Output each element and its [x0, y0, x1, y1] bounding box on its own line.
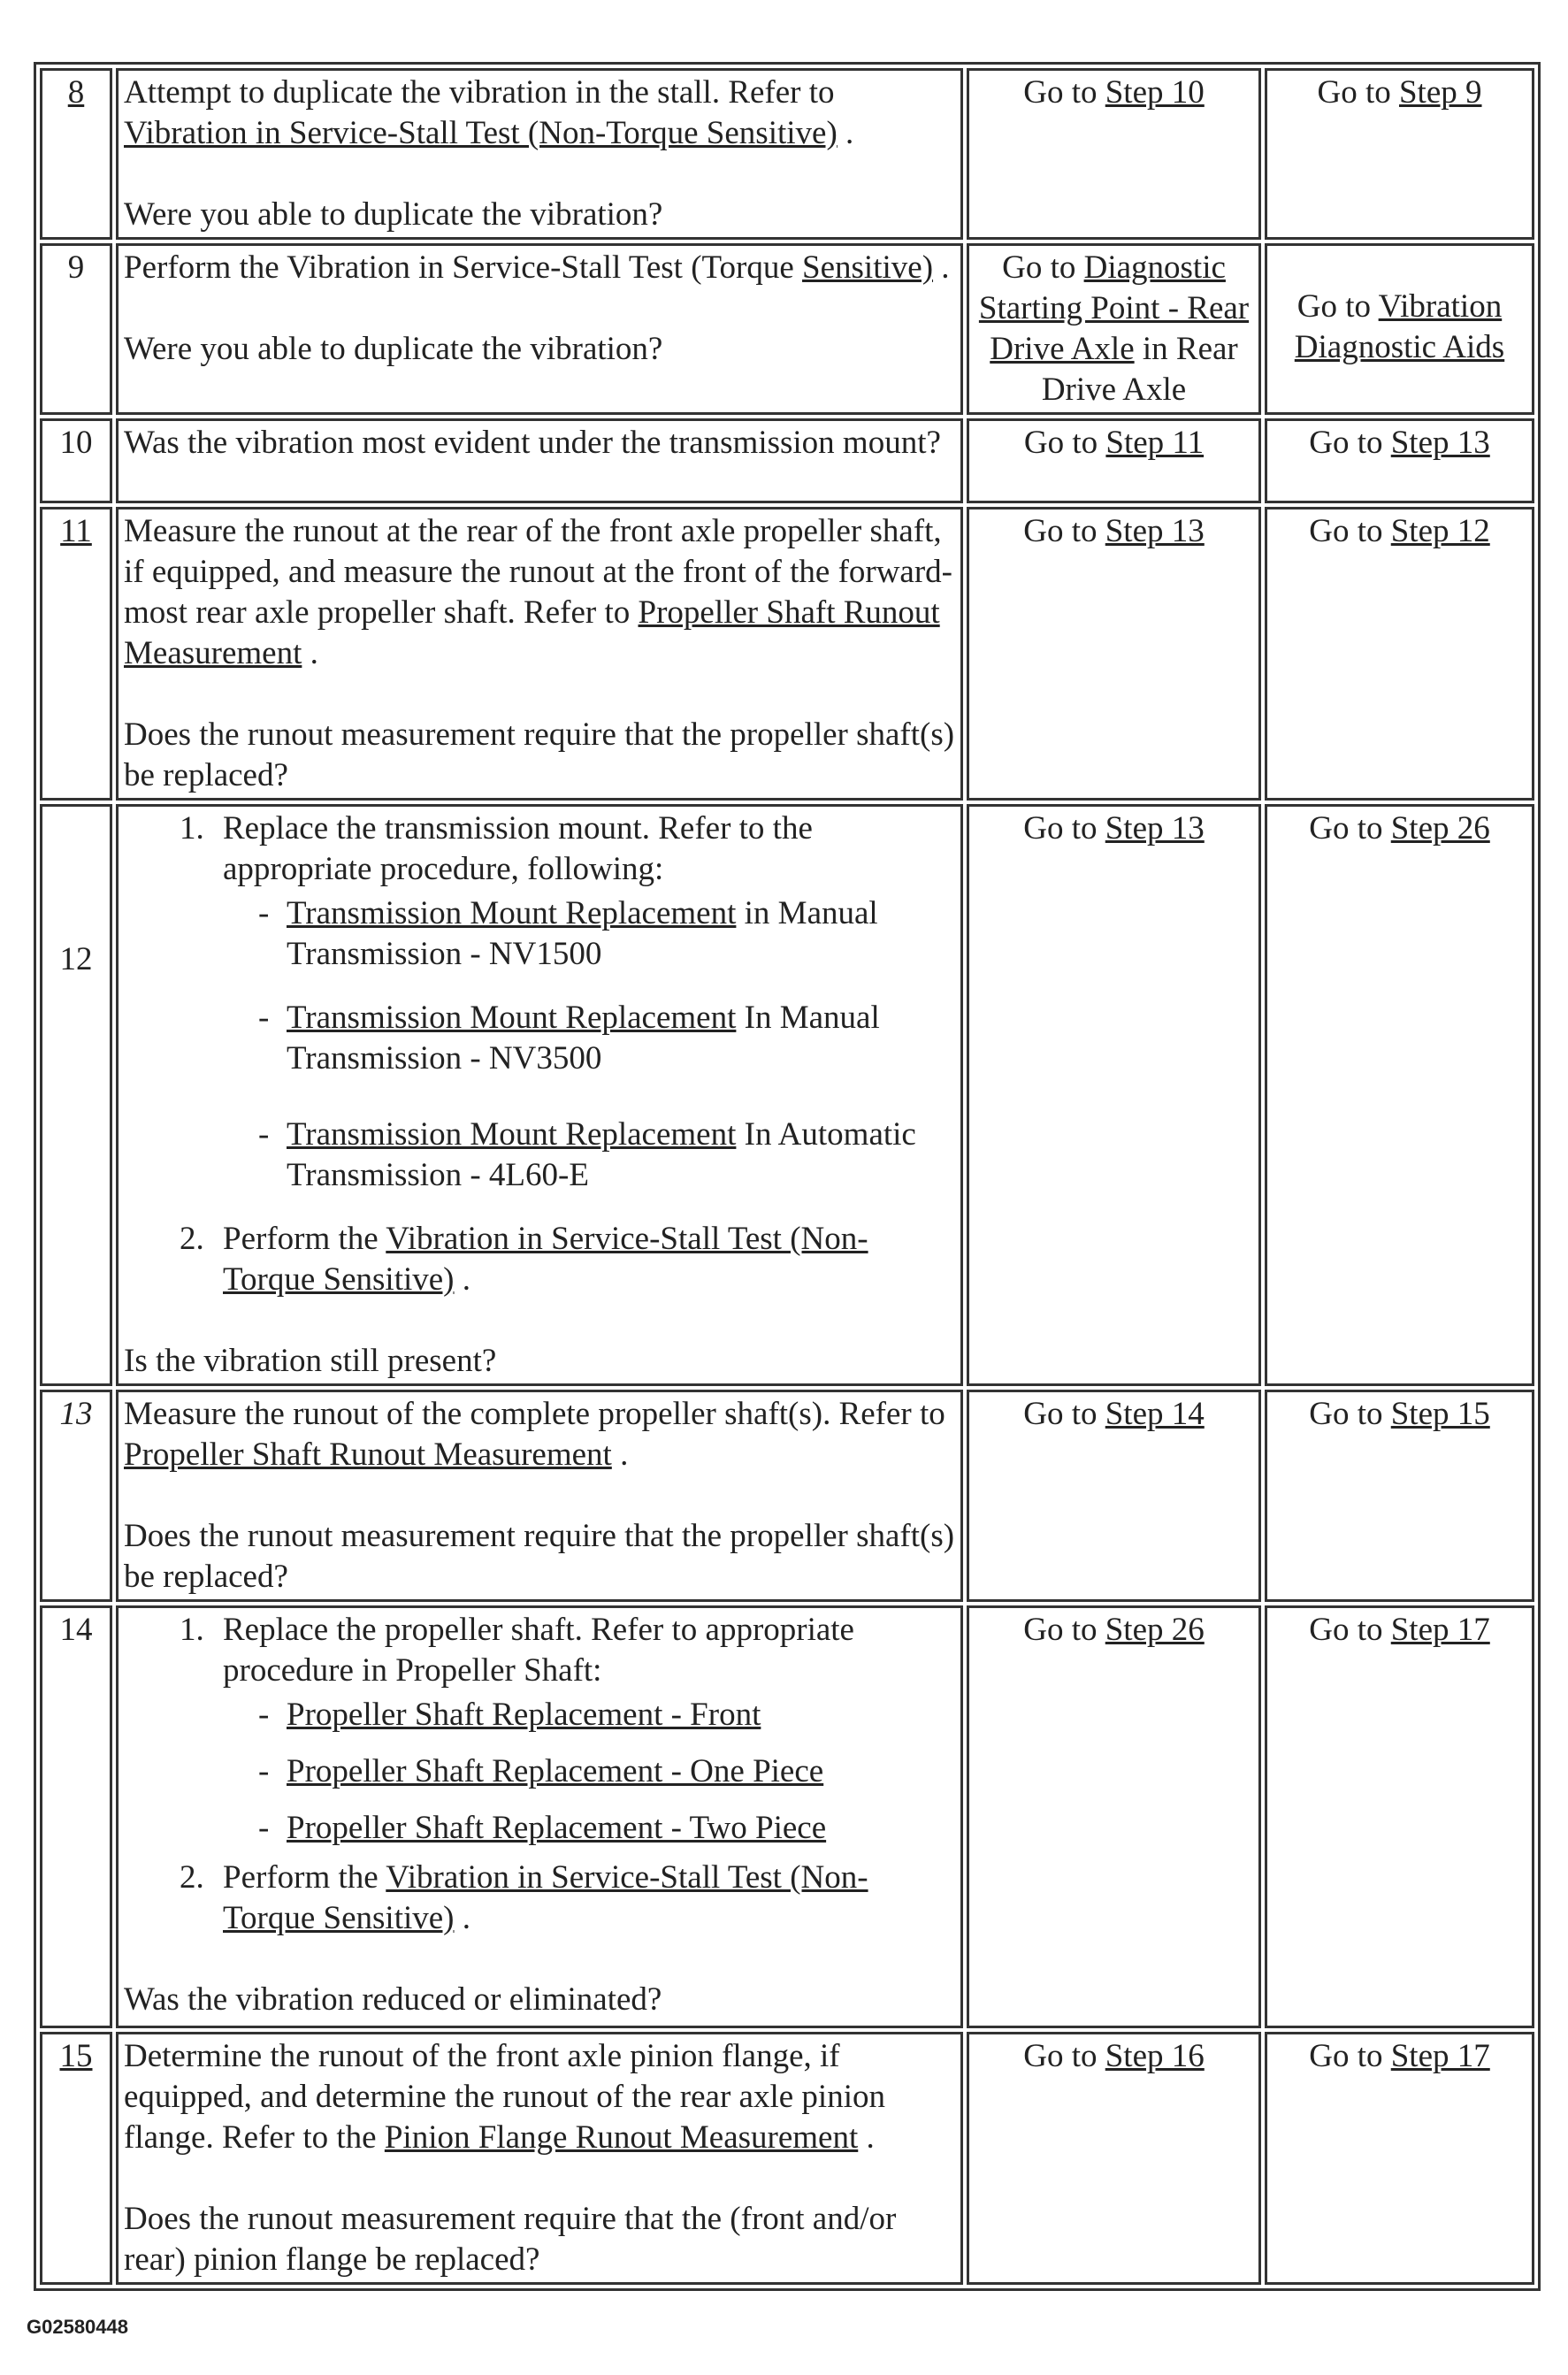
yes-cell: Go to Diagnostic Starting Point - Rear Drive Axle in Rear Drive Axle: [967, 243, 1261, 415]
sub-item: [258, 1808, 955, 1849]
step-number: 12: [40, 804, 112, 1386]
question-text: Was the vibration most evident under the transmission mount?: [124, 425, 941, 461]
step-number[interactable]: 11: [40, 507, 112, 801]
table-row: [40, 507, 1534, 801]
procedure-link[interactable]: Vibration in Service-Stall Test (Non-Torque Sensitive): [223, 1859, 868, 1936]
no-cell: Go to Step 13: [1265, 418, 1534, 503]
action-cell: Measure the runout at the rear of the front axle propeller shaft, if equipped, and measure the runout at the front of the forward-most rear axle propeller shaft. Refer to Propeller Shaft Runout Measurement . Does the runout measurement require that the propeller shaft(s) be replaced?: [116, 507, 963, 801]
step-number: 9: [40, 243, 112, 415]
procedure-link[interactable]: Transmission Mount Replacement: [287, 895, 737, 931]
sub-item: [258, 1751, 955, 1792]
table-row: [40, 68, 1534, 240]
yes-link[interactable]: Step 13: [1105, 810, 1205, 847]
yes-cell: Go to Step 14: [967, 1390, 1261, 1602]
procedure-step: 1. Replace the propeller shaft. Refer to appropriate procedure in Propeller Shaft: - Propeller Shaft Replacement - Front - Propeller Shaft Replacement - One Piece - Propeller Shaft Replacement - Two Piece: [212, 1610, 955, 1849]
procedure-step: 1. Replace the transmission mount. Refer to the appropriate procedure, following: - Transmission Mount Replacement in Manual Transmission - NV1500 - Transmission Mount Replacement In Manual Transmission - NV3500 - Transmission Mount Replacement In Automatic Transmission - 4L60-E: [212, 808, 955, 1196]
sub-item: [258, 1695, 955, 1735]
no-cell: Go to Step 12: [1265, 507, 1534, 801]
procedure-link[interactable]: Propeller Shaft Replacement - Two Piece: [287, 1810, 827, 1846]
no-cell: Go to Vibration Diagnostic Aids: [1265, 243, 1534, 415]
step-number[interactable]: 15: [40, 2032, 112, 2285]
table-row: [40, 2032, 1534, 2285]
no-cell: Go to Step 9: [1265, 68, 1534, 240]
question-text: Were you able to duplicate the vibration?: [124, 196, 663, 233]
no-link[interactable]: Step 17: [1390, 2038, 1490, 2074]
yes-cell: Go to Step 13: [967, 507, 1261, 801]
step-number: 14: [40, 1605, 112, 2028]
sub-list: [223, 893, 955, 1196]
no-cell: Go to Step 15: [1265, 1390, 1534, 1602]
no-cell: Go to Step 17: [1265, 2032, 1534, 2285]
table-row: [40, 243, 1534, 415]
procedure-steps: [124, 808, 955, 1300]
action-cell: Attempt to duplicate the vibration in the stall. Refer to Vibration in Service-Stall Test (Non-Torque Sensitive) . Were you able to duplicate the vibration?: [116, 68, 963, 240]
procedure-link[interactable]: Vibration in Service-Stall Test (Non-Torque Sensitive): [223, 1221, 868, 1298]
no-link[interactable]: Step 17: [1390, 1612, 1490, 1648]
procedure-link[interactable]: Propeller Shaft Runout Measurement: [124, 594, 940, 671]
step-number: 13: [40, 1390, 112, 1602]
action-cell: Perform the Vibration in Service-Stall Test (Torque Sensitive) . Were you able to duplicate the vibration?: [116, 243, 963, 415]
table-row: [40, 418, 1534, 503]
table-row: [40, 804, 1534, 1386]
action-cell: Determine the runout of the front axle pinion flange, if equipped, and determine the runout of the rear axle pinion flange. Refer to the Pinion Flange Runout Measurement . Does the runout measurement require that the (front and/or rear) pinion flange be replaced?: [116, 2032, 963, 2285]
no-link[interactable]: Vibration Diagnostic Aids: [1294, 288, 1505, 365]
action-cell: [116, 804, 963, 1386]
no-cell: Go to Step 26: [1265, 804, 1534, 1386]
yes-link[interactable]: Step 14: [1105, 1396, 1205, 1432]
yes-link[interactable]: Step 11: [1105, 425, 1205, 461]
procedure-link[interactable]: Propeller Shaft Replacement - One Piece: [287, 1753, 824, 1789]
no-link[interactable]: Step 9: [1398, 74, 1482, 111]
yes-link[interactable]: Step 16: [1105, 2038, 1205, 2074]
sub-item: - Transmission Mount Replacement In Manual Transmission - NV3500: [258, 998, 955, 1079]
action-cell: [116, 418, 963, 503]
no-cell: Go to Step 17: [1265, 1605, 1534, 2028]
diagnostic-table: [34, 62, 1541, 2291]
question-text: Does the runout measurement require that the (front and/or rear) pinion flange be replaced?: [124, 2201, 897, 2278]
step-number[interactable]: 8: [40, 68, 112, 240]
sub-list: [223, 1695, 955, 1849]
procedure-link[interactable]: Transmission Mount Replacement: [287, 1000, 737, 1036]
question-text: Was the vibration reduced or eliminated?: [124, 1981, 662, 2018]
no-link[interactable]: Step 26: [1390, 810, 1490, 847]
action-cell: Measure the runout of the complete propeller shaft(s). Refer to Propeller Shaft Runout Measurement . Does the runout measurement require that the propeller shaft(s) be replaced?: [116, 1390, 963, 1602]
step-number: 10: [40, 418, 112, 503]
procedure-step: 2. Perform the Vibration in Service-Stall Test (Non-Torque Sensitive) .: [212, 1219, 955, 1300]
procedure-steps: [124, 1610, 955, 1939]
procedure-step: 2. Perform the Vibration in Service-Stall Test (Non-Torque Sensitive) .: [212, 1858, 955, 1939]
procedure-link[interactable]: Propeller Shaft Replacement - Front: [287, 1697, 761, 1733]
procedure-link[interactable]: Transmission Mount Replacement: [287, 1116, 737, 1153]
procedure-link[interactable]: Pinion Flange Runout Measurement: [384, 2119, 859, 2156]
yes-cell: Go to Step 16: [967, 2032, 1261, 2285]
no-link[interactable]: Step 13: [1390, 425, 1490, 461]
no-link[interactable]: Step 12: [1390, 513, 1490, 549]
procedure-link[interactable]: Propeller Shaft Runout Measurement: [124, 1436, 612, 1473]
table-row: [40, 1390, 1534, 1602]
question-text: Does the runout measurement require that the propeller shaft(s) be replaced?: [124, 1518, 955, 1595]
procedure-link[interactable]: Sensitive): [802, 249, 934, 286]
sub-item: - Transmission Mount Replacement In Automatic Transmission - 4L60-E: [258, 1115, 955, 1196]
yes-link[interactable]: Step 10: [1105, 74, 1205, 111]
procedure-link[interactable]: Vibration in Service-Stall Test (Non-Torque Sensitive): [124, 115, 838, 151]
yes-cell: Go to Step 13: [967, 804, 1261, 1386]
yes-link[interactable]: Step 13: [1105, 513, 1205, 549]
action-cell: [116, 1605, 963, 2028]
yes-link[interactable]: Step 26: [1105, 1612, 1205, 1648]
yes-link[interactable]: Diagnostic Starting Point - Rear Drive Axle: [978, 249, 1250, 367]
question-text: Is the vibration still present?: [124, 1343, 497, 1379]
question-text: Were you able to duplicate the vibration?: [124, 331, 663, 367]
yes-cell: Go to Step 11: [967, 418, 1261, 503]
yes-cell: Go to Step 26: [967, 1605, 1261, 2028]
sub-item: - Transmission Mount Replacement in Manual Transmission - NV1500: [258, 893, 955, 975]
question-text: Does the runout measurement require that the propeller shaft(s) be replaced?: [124, 716, 955, 793]
yes-cell: Go to Step 10: [967, 68, 1261, 240]
figure-id: G02580448: [27, 2316, 128, 2338]
table-row: [40, 1605, 1534, 2028]
no-link[interactable]: Step 15: [1390, 1396, 1490, 1432]
